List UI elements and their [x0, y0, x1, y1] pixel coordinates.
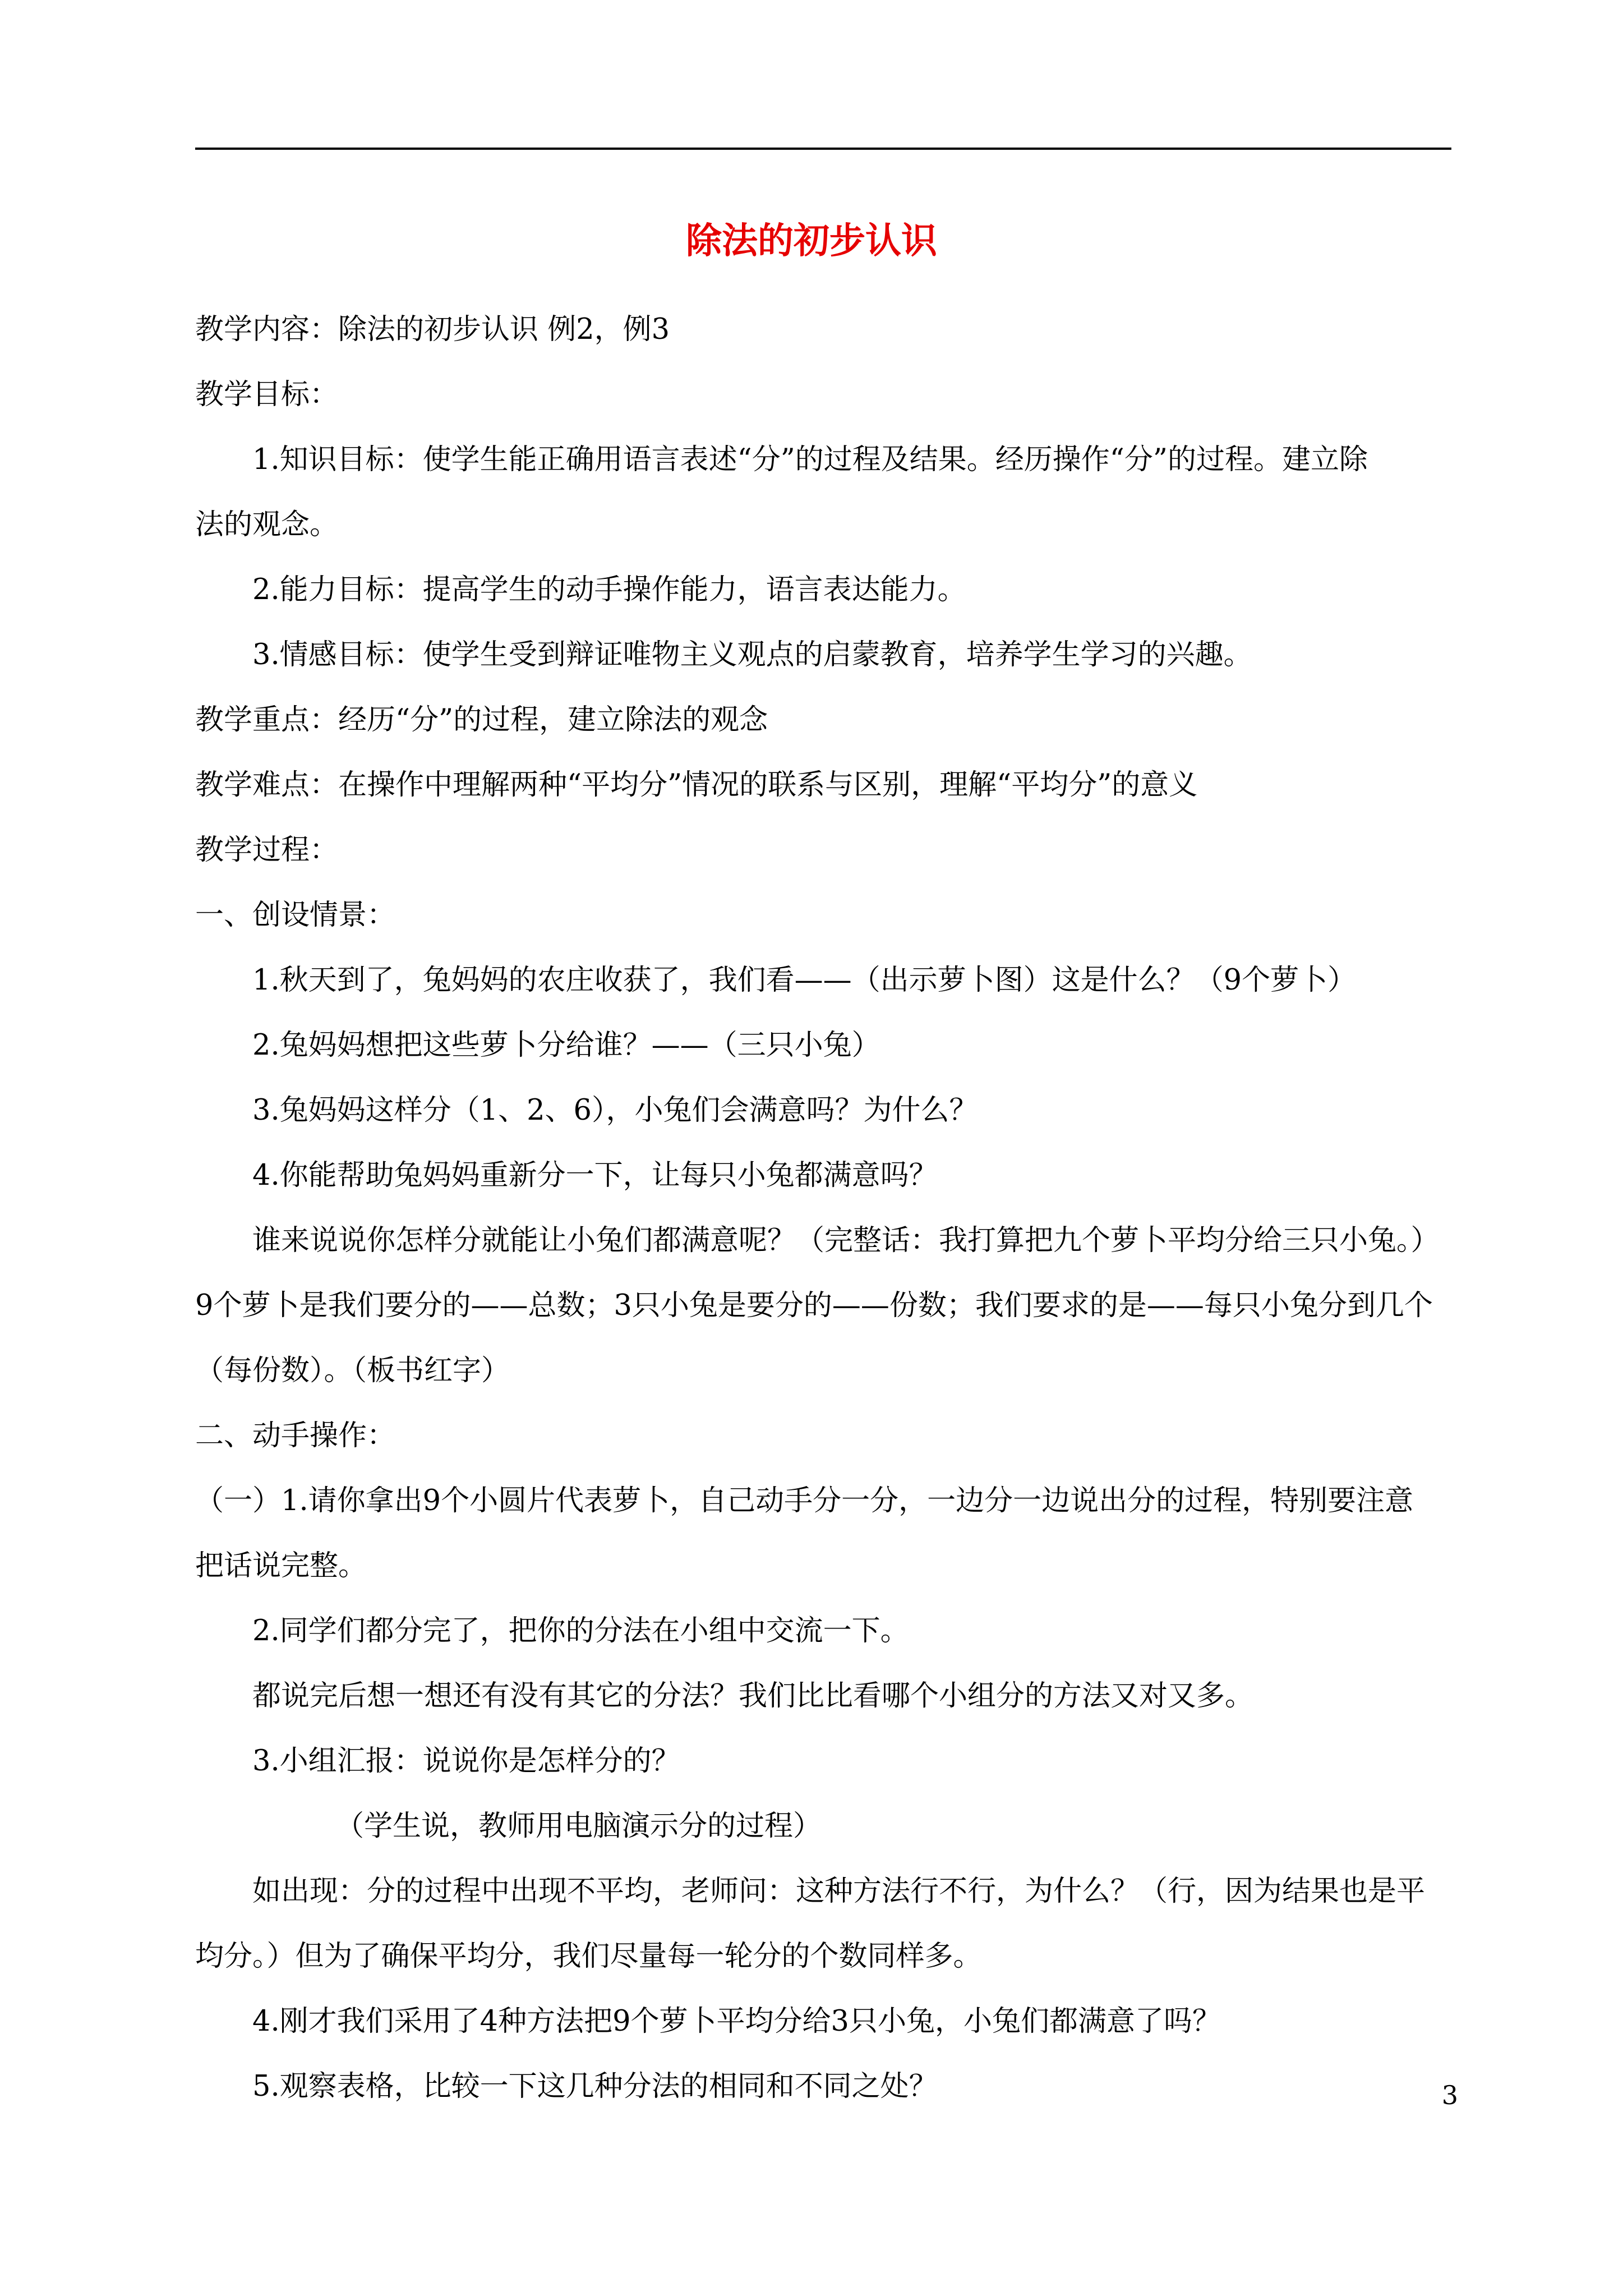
paragraph-line: 谁来说说你怎样分就能让小兔们都满意呢？（完整话：我打算把九个萝卜平均分给三只小兔。） [252, 1224, 1440, 1257]
paragraph-line: 如出现：分的过程中出现不平均，老师问：这种方法行不行，为什么？（行，因为结果也是平 [252, 1875, 1426, 1908]
paragraph-line: （一）1.请你拿出9个小圆片代表萝卜，自己动手分一分，一边分一边说出分的过程，特别要注意 [195, 1484, 1414, 1517]
paragraph-line: （学生说，教师用电脑演示分的过程） [335, 1810, 822, 1843]
paragraph-line: 教学重点：经历“分”的过程，建立除法的观念 [195, 703, 768, 737]
paragraph-line: 3.小组汇报：说说你是怎样分的？ [252, 1745, 680, 1778]
paragraph-line: （每份数）。（板书红字） [195, 1354, 510, 1387]
paragraph-line: 3.情感目标：使学生受到辩证唯物主义观点的启蒙教育，培养学生学习的兴趣。 [252, 638, 1252, 671]
paragraph-line: 5.观察表格，比较一下这几种分法的相同和不同之处？ [252, 2070, 938, 2103]
paragraph-line: 法的观念。 [195, 508, 339, 541]
paragraph-line: 3.兔妈妈这样分（1、2、6），小兔们会满意吗？为什么？ [252, 1094, 978, 1127]
paragraph-line: 把话说完整。 [195, 1549, 367, 1582]
paragraph-line: 均分。）但为了确保平均分，我们尽量每一轮分的个数同样多。 [195, 1940, 982, 1973]
page-number: 3 [1441, 2080, 1458, 2110]
document-title: 除法的初步认识 [686, 220, 937, 262]
header-rule [195, 148, 1451, 150]
paragraph-line: 都说完后想一想还有没有其它的分法？我们比比看哪个小组分的方法又对又多。 [252, 1680, 1254, 1713]
document-body [195, 297, 1440, 2119]
paragraph-line: 教学过程： [195, 834, 339, 867]
paragraph-line: 二、动手操作： [195, 1419, 396, 1452]
paragraph-line: 2.能力目标：提高学生的动手操作能力，语言表达能力。 [252, 573, 966, 606]
paragraph-line: 9个萝卜是我们要分的——总数；3只小兔是要分的——份数；我们要求的是——每只小兔分到几个 [195, 1289, 1433, 1322]
paragraph-line: 1.知识目标：使学生能正确用语言表述“分”的过程及结果。经历操作“分”的过程。建立除 [252, 443, 1368, 476]
paragraph-line: 4.刚才我们采用了4种方法把9个萝卜平均分给3只小兔，小兔们都满意了吗？ [252, 2005, 1221, 2038]
paragraph-line: 教学目标： [195, 378, 339, 411]
paragraph-line: 教学难点：在操作中理解两种“平均分”情况的联系与区别，理解“平均分”的意义 [195, 769, 1198, 802]
paragraph-line: 教学内容：除法的初步认识 例2，例3 [195, 313, 670, 346]
paragraph-line: 一、创设情景： [195, 899, 396, 932]
paragraph-line: 1.秋天到了，兔妈妈的农庄收获了，我们看——（出示萝卜图）这是什么？（9个萝卜） [252, 964, 1357, 997]
paragraph-line: 2.同学们都分完了，把你的分法在小组中交流一下。 [252, 1614, 909, 1648]
paragraph-line: 4.你能帮助兔妈妈重新分一下，让每只小兔都满意吗？ [252, 1159, 938, 1192]
paragraph-line: 2.兔妈妈想把这些萝卜分给谁？——（三只小兔） [252, 1029, 880, 1062]
